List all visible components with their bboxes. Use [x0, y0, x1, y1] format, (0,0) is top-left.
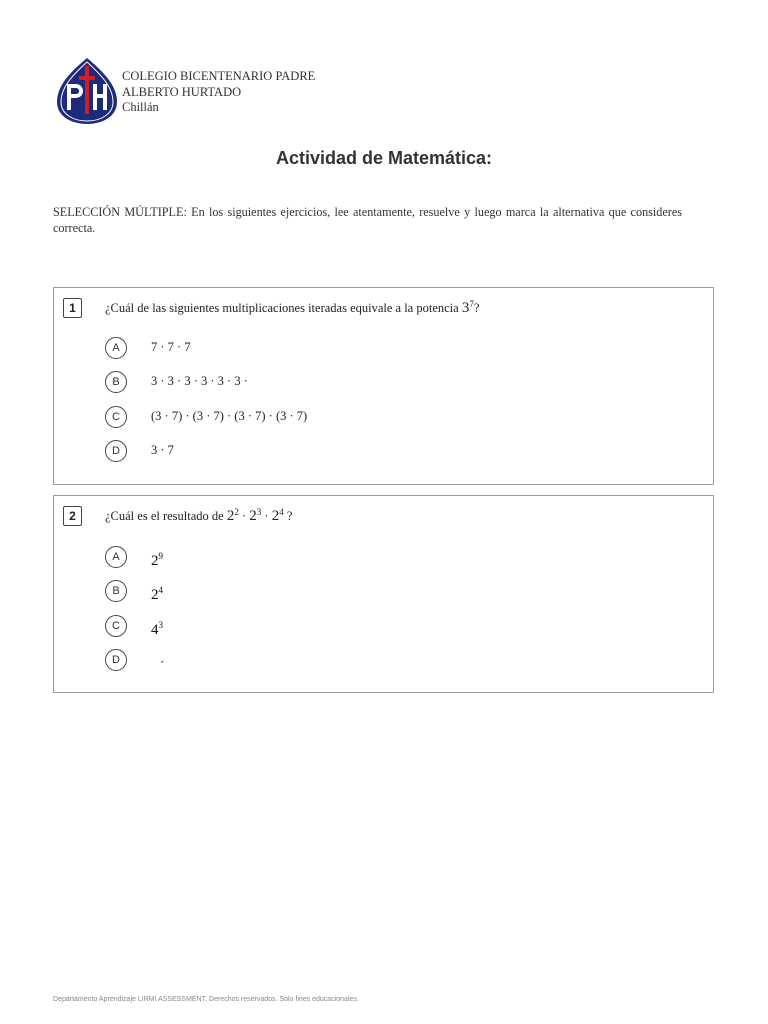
footer-note: Departamento Aprendizaje LIRMI ASSESSMENT. Derechos reservados. Solo fines educacionales. — [53, 996, 359, 1003]
question-stem: ¿Cuál de las siguientes multiplicaciones iteradas equivale a la potencia — [105, 301, 459, 316]
school-name-line2: ALBERTO HURTADO — [122, 84, 242, 99]
school-name — [122, 69, 315, 116]
option-bubble[interactable]: D — [105, 649, 127, 671]
option-text: 3 · 7 — [151, 443, 174, 457]
option-bubble[interactable]: A — [105, 546, 127, 568]
option-text — [151, 585, 163, 604]
option-bubble[interactable]: A — [105, 337, 127, 359]
option-text — [151, 620, 163, 639]
question-number: 2 — [63, 506, 82, 526]
power-base: 2 — [271, 508, 280, 525]
power-base: 2 — [226, 508, 235, 525]
page-title: Actividad de Matemática: — [275, 148, 493, 168]
multiply-dot: · — [264, 509, 269, 524]
question-1 — [53, 287, 714, 485]
power-base: 2 — [151, 553, 159, 569]
power-base: 2 — [249, 508, 257, 525]
option-text: ´ — [160, 659, 165, 673]
option-bubble[interactable]: C — [105, 615, 127, 637]
power-exponent: 7 — [469, 299, 474, 309]
option-bubble[interactable]: D — [105, 440, 127, 462]
power-base: 4 — [151, 622, 159, 638]
option-bubble[interactable]: C — [105, 406, 127, 428]
question-mark: ? — [286, 509, 293, 524]
question-text — [105, 507, 292, 525]
option-text: 3 · 3 · 3 · 3 · 3 · 3 · — [151, 374, 248, 388]
option-text — [151, 551, 163, 570]
power-exponent: 3 — [158, 620, 163, 630]
instructions: SELECCIÓN MÚLTIPLE: En los siguientes ejercicios, lee atentamente, resuelve y luego marca la alternativa que consideres correcta. — [53, 205, 682, 235]
question-text — [105, 299, 479, 317]
question-number: 1 — [63, 298, 82, 318]
school-name-line1: COLEGIO BICENTENARIO PADRE — [122, 69, 316, 83]
multiply-dot: · — [241, 509, 247, 524]
school-city: Chillán — [122, 100, 159, 114]
option-text: 7 · 7 · 7 — [151, 340, 191, 354]
question-stem: ¿Cuál es el resultado de — [105, 509, 224, 524]
power-base: 3 — [461, 300, 470, 317]
option-text: (3 · 7) · (3 · 7) · (3 · 7) · (3 · 7) — [151, 409, 308, 423]
power-exponent: 4 — [279, 507, 284, 517]
power-exponent: 2 — [234, 507, 239, 517]
power-exponent: 4 — [158, 585, 163, 595]
power-exponent: 9 — [158, 551, 163, 561]
school-logo — [55, 56, 119, 126]
question-2 — [53, 495, 714, 693]
option-bubble[interactable]: B — [105, 371, 127, 393]
power-base: 2 — [151, 587, 159, 603]
power-exponent: 3 — [256, 507, 262, 517]
question-mark: ? — [473, 301, 480, 316]
option-bubble[interactable]: B — [105, 580, 127, 602]
